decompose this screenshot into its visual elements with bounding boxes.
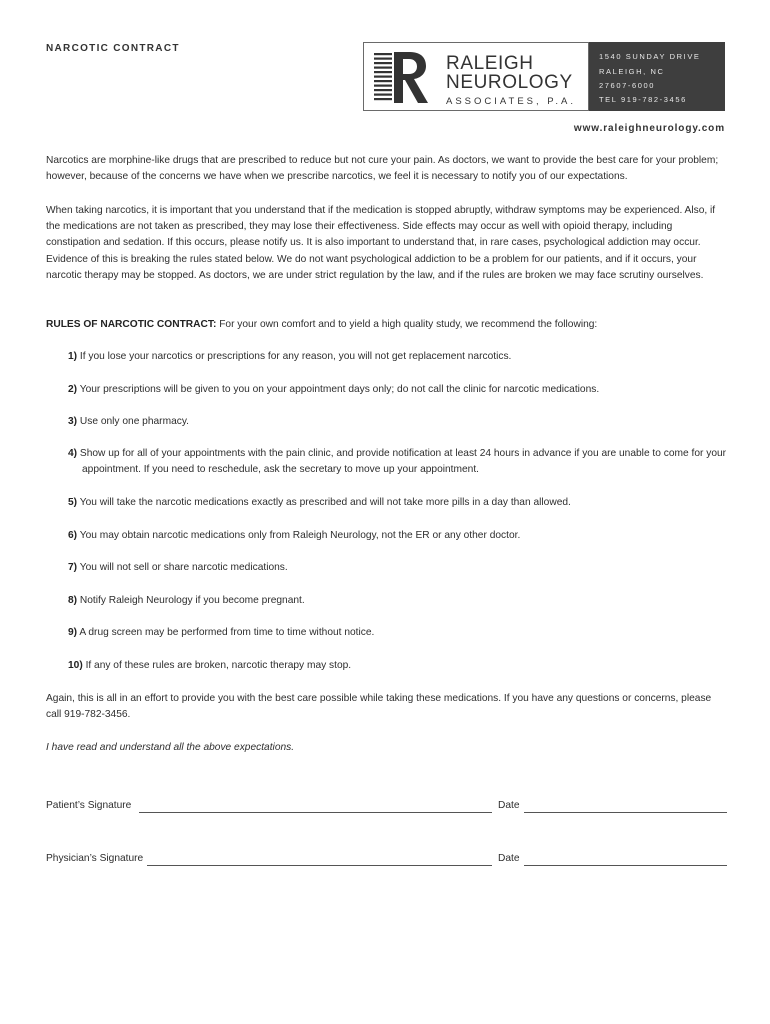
rule-number: 1)	[68, 351, 78, 362]
address-panel	[589, 42, 725, 111]
rule-text: Show up for all of your appointments with the pain clinic, and provide notification at least 24 hours in advance if you are unable to come for your appointment. If you need to reschedule, ask the secretary to move up your appointment.	[77, 448, 727, 476]
rule-item	[68, 560, 742, 576]
rule-text: Your prescriptions will be given to you on your appointment days only; do not call the clinic for narcotic medications.	[77, 384, 600, 395]
patient-date-field[interactable]	[524, 812, 727, 813]
document-title: NARCOTIC CONTRACT	[46, 43, 180, 54]
warning-paragraph: When taking narcotics, it is important that you understand that if the medication is stopped abruptly, withdraw symptoms may be experienced. Also, if the medications are not taken as prescribed, they may lose their effectiveness. Side effects may occur as well with opioid therapy, including constipation and sedation. If this occurs, please notify us. It is also important to understand that, in rare cases, psychological addiction may occur. Evidence of this is breaking the rules stated below. We do not want psychological addiction to be a problem for our patients, and if it occurs, your narcotic therapy may be stopped. As doctors, we are under strict regulation by the law, and if the rules are broken we may face scrutiny ourselves.	[46, 205, 716, 281]
rule-item	[68, 658, 742, 674]
rule-item	[68, 382, 742, 398]
rules-intro: For your own comfort and to yield a high quality study, we recommend the following:	[216, 319, 598, 330]
physician-date-field[interactable]	[524, 865, 727, 866]
rule-item	[68, 495, 742, 511]
rule-text: You may obtain narcotic medications only from Raleigh Neurology, not the ER or any other doctor.	[77, 530, 521, 541]
raleigh-r-logo-icon	[372, 49, 432, 105]
patient-signature-row	[46, 800, 728, 818]
rule-number: 7)	[68, 562, 78, 573]
rule-number: 6)	[68, 530, 78, 541]
rule-item	[68, 414, 742, 430]
logo-name-line1: RALEIGH	[446, 53, 534, 74]
address-phone: TEL 919-782-3456	[599, 95, 687, 104]
closing-paragraph: Again, this is all in an effort to provide you with the best care possible while taking these medications. If you have any questions or concerns, please call 919-782-3456.	[46, 693, 712, 721]
rules-heading-paragraph	[46, 317, 728, 333]
patient-signature-label: Patient’s Signature	[46, 800, 132, 811]
rule-text: Use only one pharmacy.	[77, 416, 189, 427]
rule-number: 2)	[68, 384, 78, 395]
rule-text: You will take the narcotic medications exactly as prescribed and will not take more pills in a day than allowed.	[77, 497, 571, 508]
rule-number: 5)	[68, 497, 78, 508]
physician-signature-label: Physician’s Signature	[46, 853, 144, 864]
rule-text: Notify Raleigh Neurology if you become pregnant.	[77, 595, 305, 606]
rule-text: You will not sell or share narcotic medications.	[77, 562, 288, 573]
website-link[interactable]: www.raleighneurology.com	[573, 123, 725, 134]
practice-logo	[363, 42, 589, 111]
patient-signature-field[interactable]	[139, 812, 492, 813]
rule-number: 10)	[68, 660, 83, 671]
rule-number: 9)	[68, 627, 78, 638]
physician-signature-field[interactable]	[147, 865, 492, 866]
address-zip: 27607-6000	[599, 81, 656, 90]
acknowledgement-statement: I have read and understand all the above expectations.	[46, 742, 295, 753]
rule-item	[68, 446, 742, 478]
rules-heading: RULES OF NARCOTIC CONTRACT:	[46, 319, 217, 330]
rule-text: If any of these rules are broken, narcotic therapy may stop.	[82, 660, 352, 671]
rule-item	[68, 528, 742, 544]
logo-subtitle: ASSOCIATES, P.A.	[446, 96, 577, 107]
rule-number: 8)	[68, 595, 78, 606]
rule-text: If you lose your narcotics or prescriptions for any reason, you will not get replacement narcotics.	[77, 351, 512, 362]
patient-date-label: Date	[498, 800, 520, 811]
intro-paragraph: Narcotics are morphine-like drugs that are prescribed to reduce but not cure your pain. As doctors, we want to provide the best care for your problem; however, because of the concerns we have when we prescribe narcotics, we feel it is necessary to notify you of our expectations.	[46, 155, 719, 183]
rule-number: 3)	[68, 416, 78, 427]
logo-name-line2: NEUROLOGY	[446, 72, 573, 93]
rule-text: A drug screen may be performed from time to time without notice.	[77, 627, 375, 638]
rule-item	[68, 349, 742, 365]
physician-date-label: Date	[498, 853, 520, 864]
address-city: RALEIGH, NC	[599, 67, 665, 76]
rule-number: 4)	[68, 448, 78, 459]
rule-item	[68, 593, 742, 609]
physician-signature-row	[46, 853, 728, 871]
rule-item	[68, 625, 742, 641]
address-street: 1540 SUNDAY DRIVE	[599, 52, 701, 61]
